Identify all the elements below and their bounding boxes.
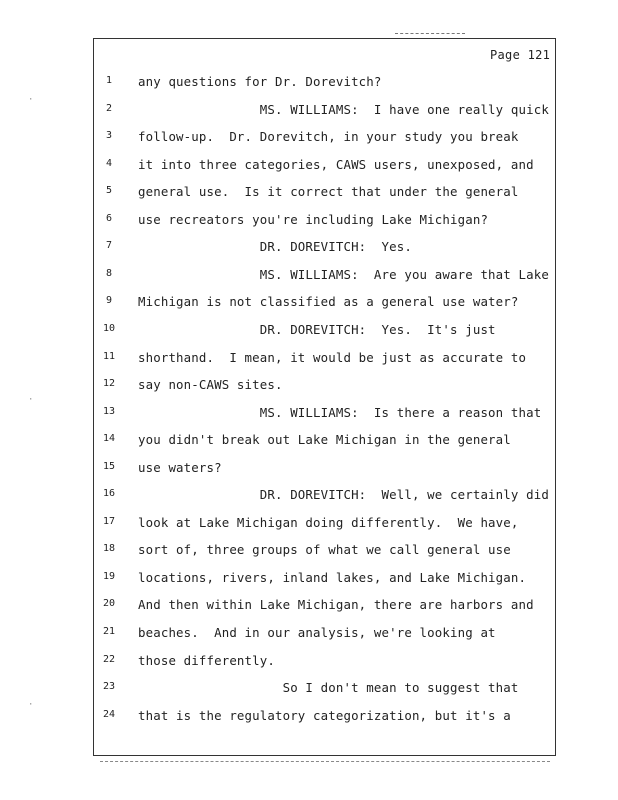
transcript-line: say non-CAWS sites. xyxy=(138,377,283,392)
transcript-page-border xyxy=(93,38,556,756)
transcript-line: MS. WILLIAMS: Are you aware that Lake xyxy=(138,267,549,282)
margin-speck: · xyxy=(28,700,34,710)
transcript-line: any questions for Dr. Dorevitch? xyxy=(138,74,382,89)
line-number: 20 xyxy=(102,598,116,609)
line-number: 1 xyxy=(105,75,113,86)
page-number: Page 121 xyxy=(490,48,551,62)
transcript-line: use recreators you're including Lake Michigan? xyxy=(138,212,489,227)
line-number: 24 xyxy=(102,709,116,720)
scan-artifact-bottom xyxy=(100,761,550,766)
transcript-line: use waters? xyxy=(138,460,222,475)
transcript-line: DR. DOREVITCH: Well, we certainly did xyxy=(138,487,549,502)
line-number: 8 xyxy=(105,268,113,279)
line-number: 5 xyxy=(105,185,113,196)
line-number: 17 xyxy=(102,516,116,527)
line-number: 7 xyxy=(105,240,113,251)
line-number: 13 xyxy=(102,406,116,417)
transcript-line: it into three categories, CAWS users, unexposed, and xyxy=(138,157,534,172)
margin-speck: · xyxy=(28,95,34,105)
transcript-line: general use. Is it correct that under the general xyxy=(138,184,519,199)
line-number: 14 xyxy=(102,433,116,444)
transcript-line: shorthand. I mean, it would be just as accurate to xyxy=(138,350,527,365)
transcript-line: So I don't mean to suggest that xyxy=(138,680,519,695)
transcript-line: sort of, three groups of what we call general use xyxy=(138,542,511,557)
transcript-line: MS. WILLIAMS: Is there a reason that xyxy=(138,405,542,420)
transcript-line: follow-up. Dr. Dorevitch, in your study you break xyxy=(138,129,519,144)
transcript-line: DR. DOREVITCH: Yes. xyxy=(138,239,412,254)
line-number: 18 xyxy=(102,543,116,554)
transcript-line: you didn't break out Lake Michigan in the general xyxy=(138,432,511,447)
line-number: 12 xyxy=(102,378,116,389)
transcript-line: Michigan is not classified as a general use water? xyxy=(138,294,519,309)
transcript-line: locations, rivers, inland lakes, and Lake Michigan. xyxy=(138,570,527,585)
line-number: 23 xyxy=(102,681,116,692)
transcript-line: MS. WILLIAMS: I have one really quick xyxy=(138,102,549,117)
transcript-line: that is the regulatory categorization, but it's a xyxy=(138,708,511,723)
line-number: 2 xyxy=(105,103,113,114)
line-number: 4 xyxy=(105,158,113,169)
transcript-line: DR. DOREVITCH: Yes. It's just xyxy=(138,322,496,337)
line-number: 19 xyxy=(102,571,116,582)
transcript-line: And then within Lake Michigan, there are harbors and xyxy=(138,597,534,612)
line-number: 6 xyxy=(105,213,113,224)
line-number: 11 xyxy=(102,351,116,362)
transcript-line: those differently. xyxy=(138,653,275,668)
margin-speck: · xyxy=(28,395,34,405)
line-number: 22 xyxy=(102,654,116,665)
transcript-line: look at Lake Michigan doing differently. We have, xyxy=(138,515,519,530)
line-number: 16 xyxy=(102,488,116,499)
line-number: 3 xyxy=(105,130,113,141)
line-number: 21 xyxy=(102,626,116,637)
line-number: 15 xyxy=(102,461,116,472)
line-number: 9 xyxy=(105,295,113,306)
line-number: 10 xyxy=(102,323,116,334)
transcript-line: beaches. And in our analysis, we're looking at xyxy=(138,625,496,640)
